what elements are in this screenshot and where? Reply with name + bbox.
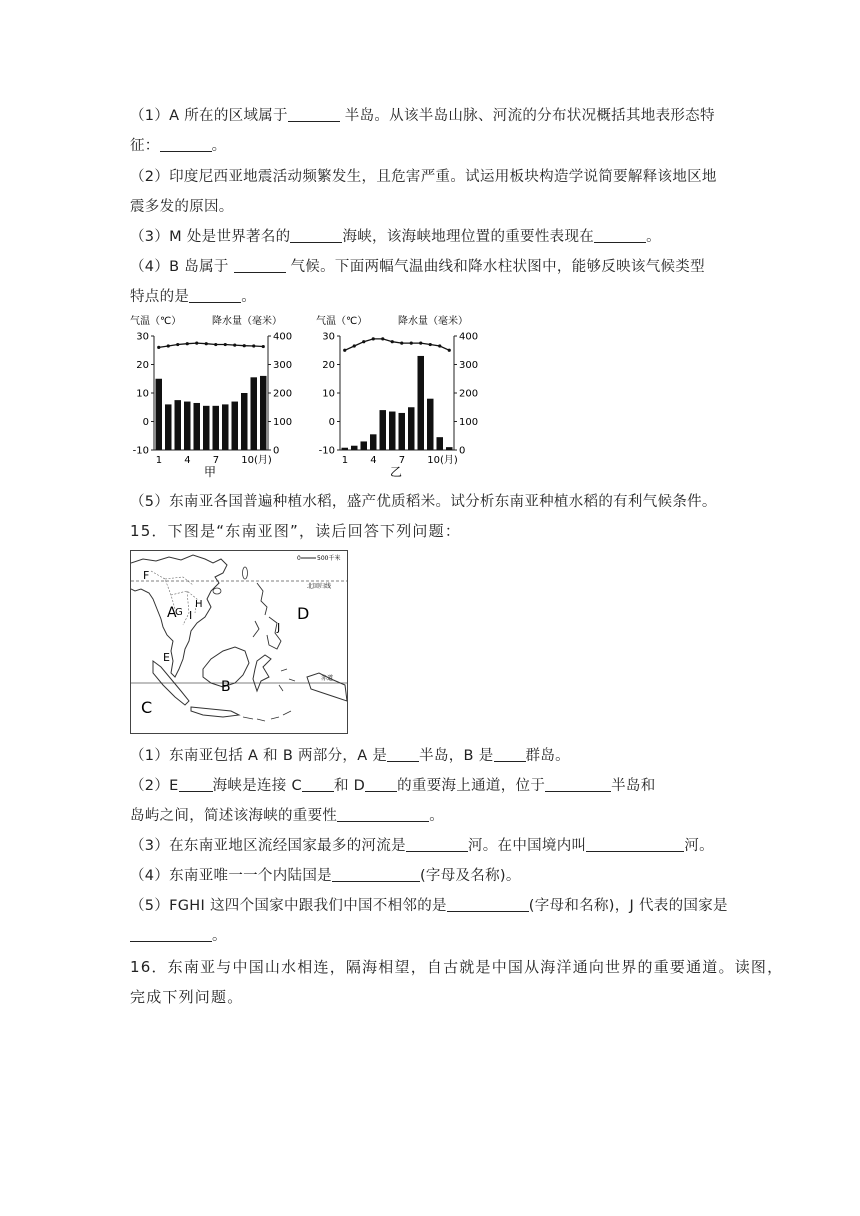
precip-bar <box>213 406 220 450</box>
q16-line2 <box>130 986 243 1007</box>
temp-point <box>419 342 422 345</box>
answer-blank[interactable] <box>365 777 397 792</box>
precip-tick-label: 400 <box>273 331 293 343</box>
temp-point <box>243 344 246 347</box>
text: 。 <box>212 928 227 944</box>
temp-tick-label: 10 <box>322 388 335 400</box>
text: 气候。下面两幅气温曲线和降水柱状图中，能够反映该气候类型 <box>285 259 705 275</box>
answer-blank[interactable] <box>387 747 419 762</box>
chart-label: 甲 <box>203 465 217 479</box>
taiwan-island <box>243 567 248 579</box>
answer-blank[interactable] <box>189 288 241 303</box>
precip-tick-label: 300 <box>459 360 479 371</box>
month-tick-label: 7 <box>212 455 220 466</box>
text: （5）东南亚各国普遍种植水稻，盛产优质稻米。试分析东南亚种植水稻的有利气候条件。 <box>130 494 717 510</box>
temp-curve <box>345 339 450 350</box>
left-axis-title: 气温（℃） <box>130 316 182 327</box>
temp-point <box>167 344 170 347</box>
answer-blank[interactable] <box>447 897 529 912</box>
answer-blank[interactable] <box>494 747 526 762</box>
text: （2）印度尼西亚地震活动频繁发生，且危害严重。试运用板块构造学说简要解释该地区地 <box>130 169 717 185</box>
text: 特点的是 <box>130 289 190 305</box>
precip-bar <box>408 407 415 450</box>
precip-bar <box>446 447 453 450</box>
temp-point <box>343 349 346 352</box>
tropic-label: 北回归线 <box>307 583 332 590</box>
label-a: A <box>167 605 177 621</box>
q15-part1 <box>130 744 570 765</box>
answer-blank[interactable] <box>332 867 420 882</box>
precip-bar <box>203 406 210 450</box>
temp-tick-label: -10 <box>132 445 149 457</box>
label-b: B <box>221 679 231 695</box>
text: (字母及名称)。 <box>419 868 521 884</box>
text: （5）FGHI 这四个国家中跟我们中国不相邻的是 <box>130 898 447 914</box>
precip-bar <box>370 434 377 450</box>
precip-bar <box>260 376 267 450</box>
temp-point <box>372 337 375 340</box>
text: 。 <box>646 229 661 245</box>
answer-blank[interactable] <box>337 807 429 822</box>
precip-tick-label: 100 <box>459 417 479 428</box>
precip-tick-label: 200 <box>273 388 293 400</box>
q15-part5-line2 <box>130 924 227 945</box>
label-h: H <box>195 599 203 610</box>
temp-point <box>429 343 432 346</box>
temp-point <box>176 343 179 346</box>
temp-point <box>224 343 227 346</box>
precip-tick-label: 300 <box>273 360 293 371</box>
label-d: D <box>297 604 310 623</box>
temp-point <box>353 344 356 347</box>
q14-part4-line2 <box>130 285 256 306</box>
temp-point <box>195 342 198 345</box>
month-tick-label: 10(月) <box>427 455 458 466</box>
temp-point <box>400 342 403 345</box>
temp-tick-label: 20 <box>322 360 335 371</box>
new-guinea-island <box>307 673 347 701</box>
right-axis-title: 降水量（毫米） <box>398 316 468 327</box>
temp-tick-label: 30 <box>136 331 149 343</box>
text: （4）东南亚唯一一个内陆国是 <box>130 868 332 884</box>
precip-bar <box>399 413 406 450</box>
hainan-island <box>213 588 221 594</box>
precip-tick-label: 0 <box>459 445 466 457</box>
label-i: I <box>189 609 193 622</box>
precip-bar <box>222 404 229 450</box>
answer-blank[interactable] <box>130 927 212 942</box>
temp-point <box>448 349 451 352</box>
answer-blank[interactable] <box>406 837 468 852</box>
label-e: E <box>163 651 170 664</box>
temp-tick-label: 0 <box>142 417 149 428</box>
sulawesi-island <box>253 655 271 691</box>
answer-blank[interactable] <box>234 258 286 273</box>
text: 海峡是连接 C <box>212 778 302 794</box>
text: 半岛，B 是 <box>419 748 494 764</box>
temp-tick-label: 30 <box>322 331 335 343</box>
q14-part3 <box>130 225 661 246</box>
text: 15．下图是“东南亚图”，读后回答下列问题： <box>130 522 462 540</box>
q16-line1 <box>130 956 783 977</box>
precip-bar <box>241 393 248 450</box>
q15-part5-line1 <box>130 894 728 915</box>
temp-point <box>233 344 236 347</box>
left-axis-title: 气温（℃） <box>316 316 368 327</box>
text: 。 <box>241 289 257 305</box>
temp-point <box>391 340 394 343</box>
precip-bar <box>251 377 258 450</box>
label-c: C <box>141 698 153 717</box>
text: 。 <box>211 138 227 154</box>
temp-tick-label: -10 <box>318 445 335 457</box>
temp-point <box>157 346 160 349</box>
temp-point <box>381 337 384 340</box>
map-drawing <box>131 551 347 733</box>
temp-tick-label: 0 <box>328 417 335 428</box>
month-tick-label: 7 <box>398 455 406 466</box>
precip-bar <box>165 404 172 450</box>
java-island <box>191 707 239 717</box>
temp-point <box>186 342 189 345</box>
text: (字母和名称)，J 代表的国家是 <box>528 898 728 914</box>
text: 半岛。从该半岛山脉、河流的分布状况概括其地表形态特 <box>339 108 715 124</box>
temp-curve <box>159 343 263 347</box>
precip-bar <box>427 399 434 450</box>
answer-blank[interactable] <box>288 107 340 122</box>
q14-part4-line1 <box>130 255 705 276</box>
month-tick-label: 1 <box>155 455 163 466</box>
temp-tick-label: 20 <box>136 360 149 371</box>
precip-tick-label: 100 <box>273 417 293 428</box>
southeast-asia-map <box>130 550 348 734</box>
scale-bar <box>297 554 340 562</box>
temp-point <box>362 340 365 343</box>
q15-title <box>130 520 461 541</box>
text: 16．东南亚与中国山水相连，隔海相望，自古就是中国从海洋通向世界的重要通道。读图， <box>130 958 784 976</box>
q14-part1-line2 <box>130 134 226 155</box>
text: 的重要海上通道，位于 <box>397 778 546 794</box>
chart-label: 乙 <box>389 465 403 479</box>
q14-part5 <box>130 490 717 511</box>
precip-bar <box>184 402 191 450</box>
precip-bar <box>437 437 444 450</box>
text: 和 D <box>333 778 366 794</box>
text: （1）A 所在的区域属于 <box>130 108 288 124</box>
precip-bar <box>351 446 358 450</box>
label-j: J <box>277 621 281 634</box>
climate-chart-yi <box>314 312 489 482</box>
answer-blank[interactable] <box>302 777 334 792</box>
equator-label: 赤道 <box>321 675 334 682</box>
temp-point <box>410 342 413 345</box>
label-f: F <box>143 569 150 582</box>
answer-blank[interactable] <box>594 228 646 243</box>
text: 完成下列问题。 <box>130 988 244 1006</box>
temp-tick-label: 10 <box>136 388 149 400</box>
text: 海峡，该海峡地理位置的重要性表现在 <box>342 229 595 245</box>
text: 征： <box>130 138 160 154</box>
text: 河。在中国境内叫 <box>467 838 587 854</box>
q15-part3 <box>130 834 714 855</box>
q14-part1-line1 <box>130 104 715 125</box>
right-axis-title: 降水量（毫米） <box>212 316 282 327</box>
precip-tick-label: 0 <box>273 445 280 457</box>
text: 震多发的原因。 <box>130 199 234 215</box>
philippines-islands <box>253 583 281 649</box>
label-g: G <box>175 607 183 618</box>
q15-part2-line1 <box>130 774 656 795</box>
month-tick-label: 4 <box>370 455 377 466</box>
precip-bar <box>342 448 349 450</box>
precip-bar <box>418 356 425 450</box>
text: （4）B 岛属于 <box>130 259 234 275</box>
text: 河。 <box>684 838 714 854</box>
q15-part4 <box>130 864 521 885</box>
text: （3）M 处是世界著名的 <box>130 229 291 245</box>
temp-point <box>438 344 441 347</box>
precip-bar <box>175 400 182 450</box>
answer-blank[interactable] <box>586 837 684 852</box>
temp-point <box>252 344 255 347</box>
precip-bar <box>361 441 368 450</box>
month-tick-label: 1 <box>341 455 349 466</box>
text: （2）E <box>130 778 179 794</box>
text: 半岛和 <box>611 778 656 794</box>
precip-bar <box>194 403 201 450</box>
text: 。 <box>429 808 445 824</box>
answer-blank[interactable] <box>545 777 611 792</box>
month-tick-label: 4 <box>184 455 191 466</box>
scale-zero: 0 <box>297 555 301 562</box>
precip-bar <box>156 379 163 450</box>
text: 群岛。 <box>525 748 570 764</box>
precip-tick-label: 200 <box>459 388 479 400</box>
q14-part2-line1 <box>130 165 717 186</box>
answer-blank[interactable] <box>290 228 342 243</box>
q15-part2-line2 <box>130 804 444 825</box>
scale-text: 500千米 <box>317 555 341 562</box>
climate-chart-jia <box>128 312 303 482</box>
answer-blank[interactable] <box>160 137 212 152</box>
answer-blank[interactable] <box>179 777 213 792</box>
precip-bar <box>232 402 239 450</box>
temp-point <box>214 343 217 346</box>
precip-bar <box>389 412 396 450</box>
q14-part2-line2 <box>130 195 234 216</box>
precip-bar <box>380 410 387 450</box>
text: （3）在东南亚地区流经国家最多的河流是 <box>130 838 406 854</box>
temp-point <box>205 342 208 345</box>
text: （1）东南亚包括 A 和 B 两部分，A 是 <box>130 748 388 764</box>
precip-tick-label: 400 <box>459 331 479 343</box>
text: 岛屿之间，简述该海峡的重要性 <box>130 808 338 824</box>
month-tick-label: 10(月) <box>241 455 272 466</box>
temp-point <box>262 345 265 348</box>
